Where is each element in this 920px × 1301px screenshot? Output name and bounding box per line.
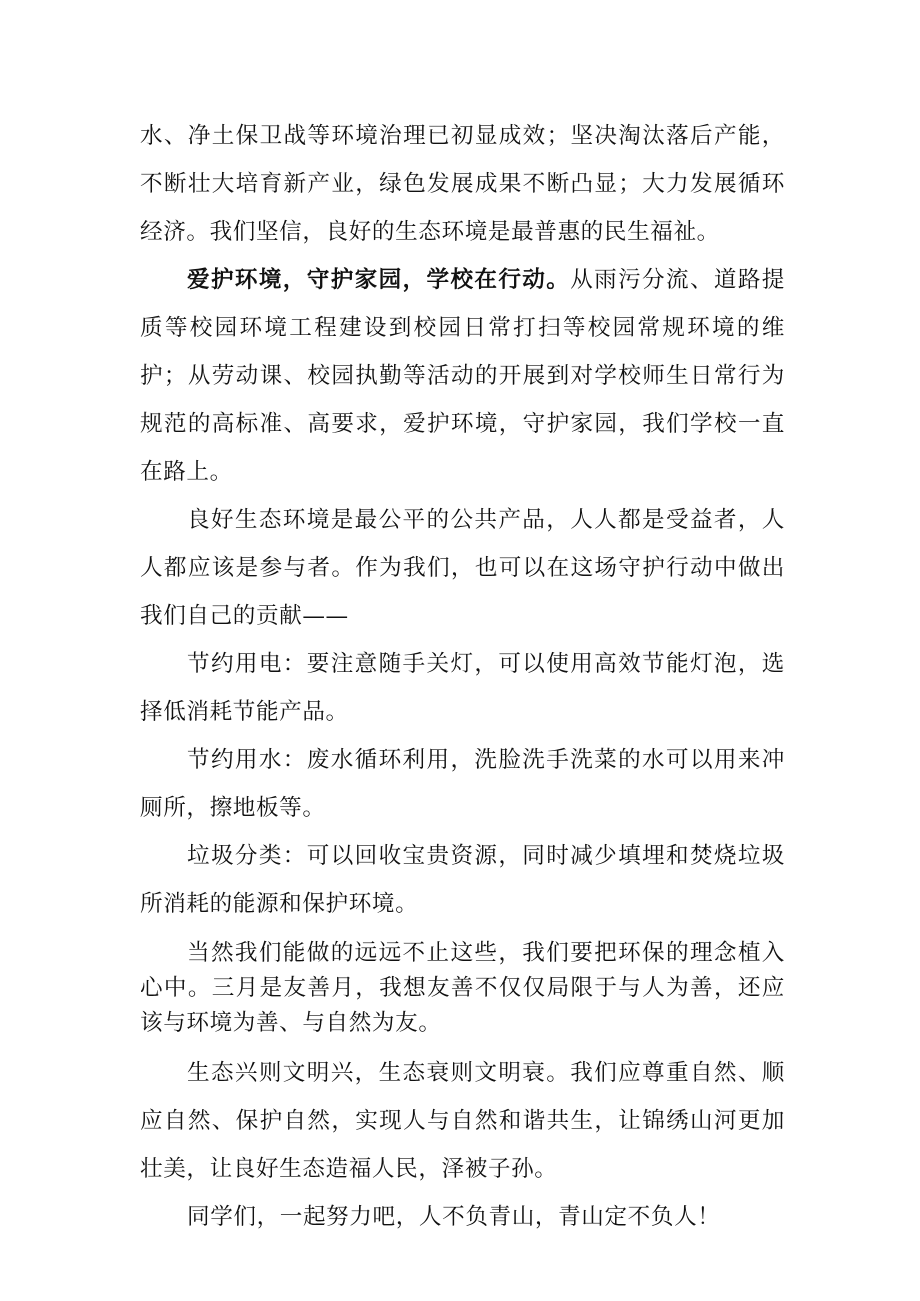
paragraph-garbage-sorting <box>140 832 785 928</box>
document-page <box>140 112 785 1241</box>
paragraph-closing-call <box>140 1193 785 1241</box>
paragraph-text: 生态兴则文明兴，生态衰则文明衰。我们应尊重自然、顺应自然、保护自然，实现人与自然和谐共生，让锦绣山河更加壮美，让良好生态造福人民，泽被子孙。 <box>140 1060 785 1182</box>
paragraph-governance-results <box>140 112 785 256</box>
paragraph-text: 垃圾分类：可以回收宝贵资源，同时减少填埋和焚烧垃圾所消耗的能源和保护环境。 <box>140 843 785 917</box>
paragraph-text: 良好生态环境是最公平的公共产品，人人都是受益者，人人都应该是参与者。作为我们，也可以在这场守护行动中做出我们自己的贡献—— <box>140 507 785 629</box>
paragraph-text: 节约用电：要注意随手关灯，可以使用高效节能灯泡，选择低消耗节能产品。 <box>140 651 785 725</box>
paragraph-school-action <box>140 256 785 496</box>
paragraph-friendship-month <box>140 936 785 1041</box>
paragraph-text: 水、净土保卫战等环境治理已初显成效；坚决淘汰落后产能，不断壮大培育新产业，绿色发展成果不断凸显；大力发展循环经济。我们坚信，良好的生态环境是最普惠的民生福祉。 <box>140 123 785 245</box>
paragraph-save-water <box>140 736 785 832</box>
paragraph-text: 节约用水：废水循环利用，洗脸洗手洗菜的水可以用来冲厕所，擦地板等。 <box>140 747 785 821</box>
paragraph-lead-bold: 爱护环境，守护家园，学校在行动。 <box>187 267 571 293</box>
paragraph-text: 从雨污分流、道路提质等校园环境工程建设到校园日常打扫等校园常规环境的维护；从劳动课、校园执勤等活动的开展到对学校师生日常行为规范的高标准、高要求，爱护环境，守护家园，我们学校一直在路上。 <box>140 267 785 485</box>
paragraph-public-good <box>140 496 785 640</box>
paragraph-text: 当然我们能做的远远不止这些，我们要把环保的理念植入心中。三月是友善月，我想友善不仅仅局限于与人为善，还应该与环境为善、与自然为友。 <box>140 940 785 1036</box>
paragraph-ecology-civilization <box>140 1049 785 1193</box>
paragraph-save-electricity <box>140 640 785 736</box>
paragraph-text: 同学们，一起努力吧，人不负青山，青山定不负人！ <box>187 1204 721 1230</box>
